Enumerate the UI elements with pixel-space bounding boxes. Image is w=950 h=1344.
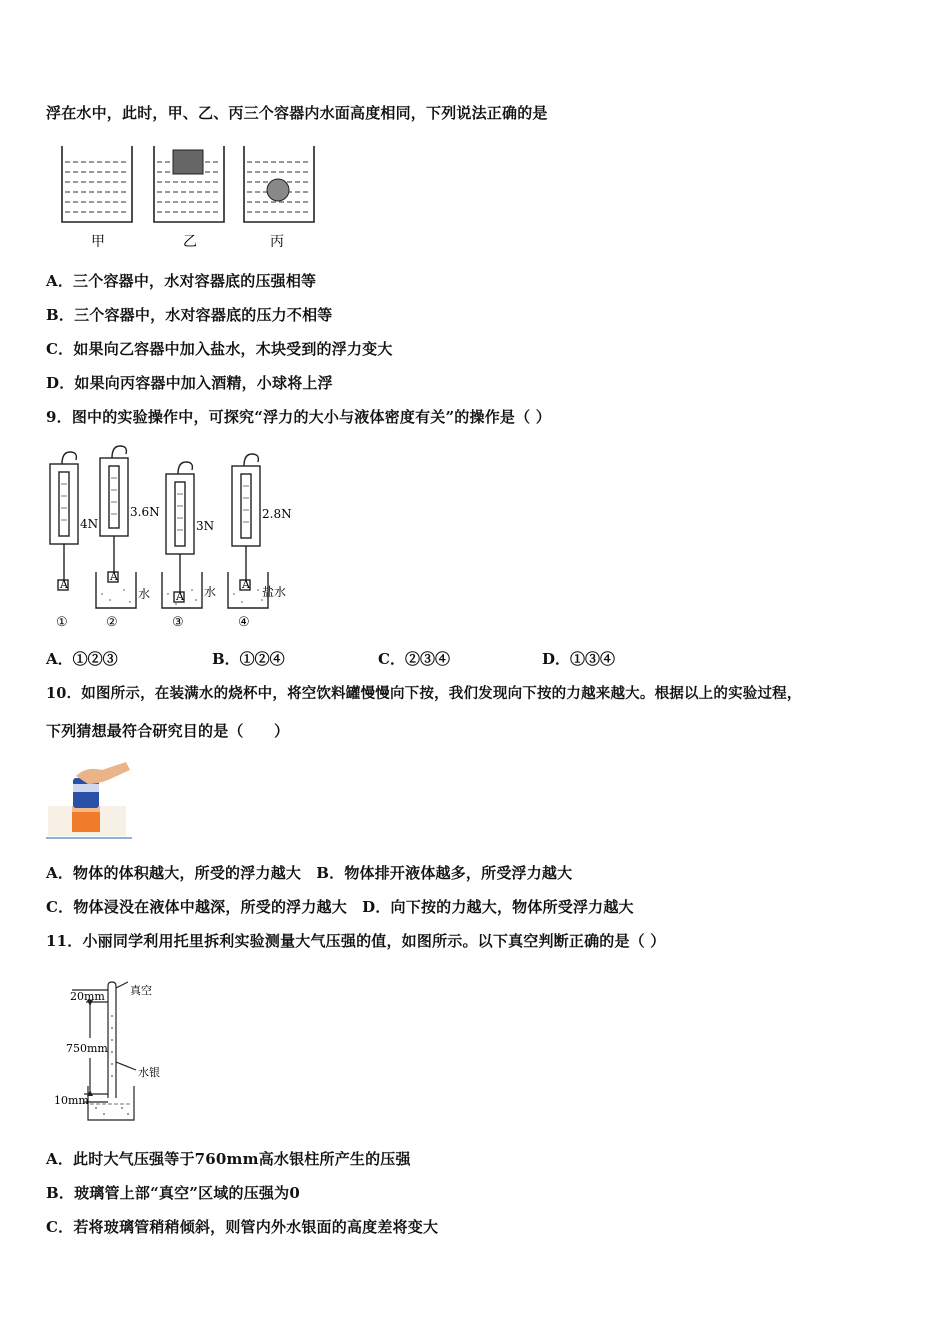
- label-yi: 乙: [183, 234, 197, 250]
- liquid-label-3: 水: [204, 585, 217, 599]
- label-750mm: 750mm: [66, 1042, 108, 1055]
- q10-stem-line2: 下列猜想最符合研究目的是（ ）: [46, 722, 290, 740]
- block-label-1: A: [60, 578, 68, 591]
- label-vacuum: 真空: [130, 984, 152, 997]
- q9-stem: 9．图中的实验操作中，可探究“浮力的大小与液体密度有关”的操作是（ ）: [46, 408, 551, 426]
- q11-option-c: C．若将玻璃管稍稍倾斜，则管内外水银面的高度差将变大: [46, 1218, 439, 1236]
- reading-3: 3N: [196, 519, 215, 533]
- step-label-1: ①: [56, 615, 68, 630]
- block-label-3: A: [176, 590, 184, 603]
- small-ball: [267, 179, 289, 201]
- q11-figure-torricelli: [52, 976, 182, 1126]
- q8-option-a: A．三个容器中，水对容器底的压强相等: [46, 272, 317, 290]
- q8-figure-containers: [56, 142, 326, 252]
- step-label-4: ④: [238, 615, 250, 630]
- reading-2: 3.6N: [130, 505, 160, 519]
- block-label-2: A: [110, 570, 118, 583]
- step-label-2: ②: [106, 615, 118, 630]
- reading-1: 4N: [80, 517, 99, 531]
- label-bing: 丙: [270, 234, 284, 250]
- label-10mm: 10mm: [54, 1094, 89, 1107]
- q8-option-c: C．如果向乙容器中加入盐水，木块受到的浮力变大: [46, 340, 393, 358]
- label-20mm: 20mm: [70, 990, 105, 1003]
- q9-option-a: A．①②③: [46, 650, 118, 668]
- q10-figure-can-in-beaker: [46, 756, 132, 842]
- q9-option-c: C．②③④: [378, 650, 450, 668]
- label-jia: 甲: [91, 234, 105, 250]
- q9-option-d: D．①③④: [542, 650, 616, 668]
- q9-figure-spring-scales: [44, 444, 304, 634]
- liquid-label-2: 水: [138, 587, 151, 601]
- block-label-4: A: [242, 578, 250, 591]
- q10-options-row1: A．物体的体积越大，所受的浮力越大 B．物体排开液体越多，所受浮力越大: [46, 864, 573, 882]
- q8-option-b: B．三个容器中，水对容器底的压力不相等: [46, 306, 333, 324]
- wood-block: [173, 150, 203, 174]
- q8-option-d: D．如果向丙容器中加入酒精，小球将上浮: [46, 374, 333, 392]
- q10-stem-line1: 10．如图所示，在装满水的烧杯中，将空饮料罐慢慢向下按，我们发现向下按的力越来越大。根据以上的实验过程，: [46, 685, 802, 702]
- reading-4: 2.8N: [262, 507, 292, 521]
- liquid-label-4: 盐水: [262, 585, 287, 599]
- label-mercury: 水银: [138, 1066, 160, 1079]
- step-label-3: ③: [172, 615, 184, 630]
- q10-options-row2: C．物体浸没在液体中越深，所受的浮力越大 D．向下按的力越大，物体所受浮力越大: [46, 898, 634, 916]
- q9-option-b: B．①②④: [212, 650, 285, 668]
- q11-option-a: A．此时大气压强等于760mm高水银柱所产生的压强: [46, 1150, 411, 1168]
- q8-stem-tail: 浮在水中，此时，甲、乙、丙三个容器内水面高度相同，下列说法正确的是: [46, 104, 548, 122]
- q11-stem: 11．小丽同学利用托里拆利实验测量大气压强的值，如图所示。以下真空判断正确的是（ ）: [46, 932, 666, 950]
- q11-option-b: B．玻璃管上部“真空”区域的压强为0: [46, 1184, 300, 1202]
